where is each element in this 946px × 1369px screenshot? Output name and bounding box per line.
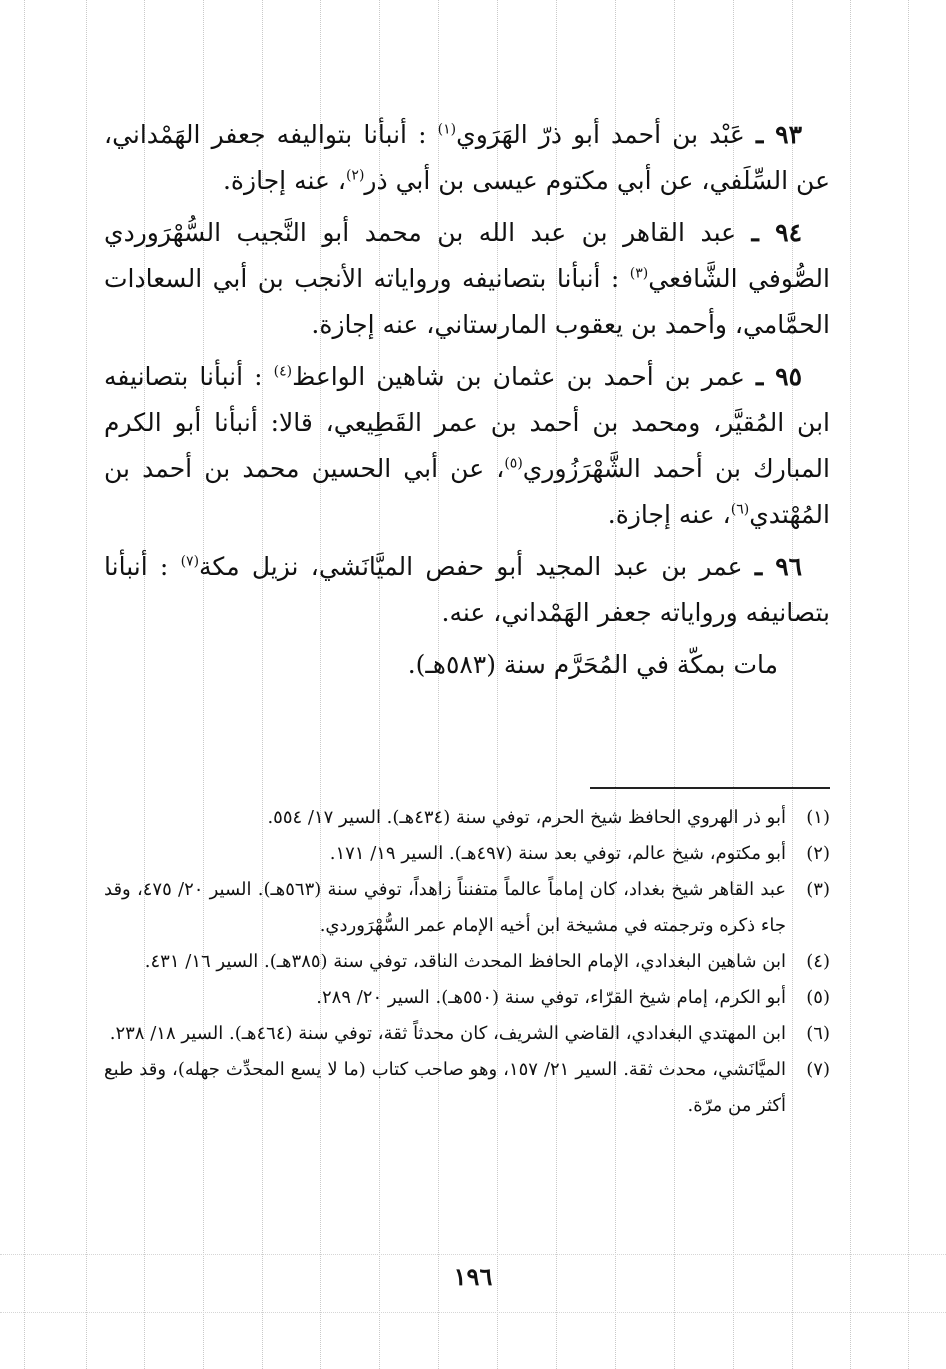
scan-grid-line	[850, 0, 851, 1369]
scan-grid-line	[0, 1254, 946, 1255]
scan-grid-line	[86, 0, 87, 1369]
footnote-2	[104, 836, 830, 872]
footnote-5	[104, 980, 830, 1016]
entry-text: عَبْد بن أحمد أبو ذرّ الهَرَوي	[456, 120, 745, 149]
footnote-1	[104, 800, 830, 836]
page-number: ١٩٦	[453, 1262, 493, 1291]
footnote-ref: (٤)	[273, 363, 293, 380]
scan-grid-line	[908, 0, 909, 1369]
entry-text: : أنبأنا بتصانيفه ابن المُقيَّر، ومحمد بن أحمد بن عمر القَطِيعي، قالا: أنبأنا أبو الكرم المبارك بن أحمد الشَّهْرَزُوري	[104, 362, 830, 483]
footnote-text: عبد القاهر شيخ بغداد، كان إماماً عالماً متفنناً زاهداً، توفي سنة (٥٦٣هـ). السير ٢٠/ ٤٧٥، وقد جاء ذكره وترجمته في مشيخة ابن أخيه الإمام عمر السُّهْرَوردي.	[104, 879, 786, 936]
entry-text: عمر بن أحمد بن عثمان بن شاهين الواعظ	[292, 362, 745, 391]
footnote-separator	[590, 787, 830, 789]
footnote-4	[104, 944, 830, 980]
footnote-number: (١)	[806, 807, 830, 828]
footnote-text: ابن شاهين البغدادي، الإمام الحافظ المحدث الناقد، توفي سنة (٣٨٥هـ). السير ١٦/ ٤٣١.	[144, 951, 786, 972]
entry-text: عبد القاهر بن عبد الله بن محمد أبو النَّجيب السُّهْرَوردي الصُّوفي الشَّافعي	[104, 218, 830, 293]
footnote-ref: (١)	[437, 121, 457, 138]
entry-96	[104, 544, 830, 636]
footnote-number: (٦)	[806, 1023, 830, 1044]
entry-number: ٩٥ ـ	[756, 362, 803, 391]
footnotes	[104, 800, 830, 1124]
footnote-6	[104, 1016, 830, 1052]
footnote-number: (٣)	[806, 879, 830, 900]
entry-93	[104, 112, 830, 204]
entry-text: : أنبأنا بتصانيفه ورواياته الأنجب بن أبي السعادات الحمَّامي، وأحمد بن يعقوب المارستاني، عنه إجازة.	[104, 264, 830, 339]
footnote-number: (٤)	[806, 951, 830, 972]
entry-number: ٩٣ ـ	[755, 120, 803, 149]
footnote-text: أبو مكتوم، شيخ عالم، توفي بعد سنة (٤٩٧هـ). السير ١٩/ ١٧١.	[329, 843, 786, 864]
scan-grid-line	[24, 0, 25, 1369]
death-line: مات بمكّة في المُحَرَّم سنة (٥٨٣هـ).	[407, 650, 778, 679]
footnote-ref: (٦)	[730, 501, 750, 518]
footnote-ref: (٣)	[629, 265, 649, 282]
main-text	[104, 112, 830, 688]
entry-text: ، عنه إجازة.	[222, 166, 346, 195]
footnote-ref: (٥)	[504, 455, 523, 472]
entry-text: : أنبأنا بتواليفه جعفر الهَمْداني، عن السِّلَفي، عن أبي مكتوم عيسى بن أبي ذر	[104, 120, 830, 195]
entry-number: ٩٤ ـ	[751, 218, 802, 247]
footnote-number: (٥)	[806, 987, 830, 1008]
entry-text: ، عنه إجازة.	[607, 500, 731, 529]
footnote-ref: (٧)	[180, 553, 200, 570]
footnote-ref: (٢)	[345, 167, 365, 184]
entry-text: : أنبأنا بتصانيفه ورواياته جعفر الهَمْداني، عنه.	[104, 552, 830, 627]
footnote-number: (٧)	[806, 1059, 830, 1080]
entry-95	[104, 354, 830, 538]
footnote-text: الميَّانَشي، محدث ثقة. السير ٢١/ ١٥٧، وهو صاحب كتاب (ما لا يسع المحدِّث جهله)، وقد طبع أكثر من مرّة.	[104, 1059, 786, 1116]
entry-94	[104, 210, 830, 348]
entry-number: ٩٦ ـ	[754, 552, 803, 581]
entry-text: عمر بن عبد المجيد أبو حفص الميَّانَشي، نزيل مكة	[199, 552, 743, 581]
footnote-text: أبو ذر الهروي الحافظ شيخ الحرم، توفي سنة (٤٣٤هـ). السير ١٧/ ٥٥٤.	[267, 807, 786, 828]
footnote-7	[104, 1052, 830, 1124]
footnote-3	[104, 872, 830, 944]
footnote-number: (٢)	[806, 843, 830, 864]
scan-grid-line	[0, 1312, 946, 1313]
footnote-text: ابن المهتدي البغدادي، القاضي الشريف، كان محدثاً ثقة، توفي سنة (٤٦٤هـ). السير ١٨/ ٢٣٨.	[109, 1023, 786, 1044]
entry-text: ، عن أبي الحسين محمد بن أحمد بن المُهْتدي	[104, 454, 830, 529]
footnote-text: أبو الكرم، إمام شيخ القرّاء، توفي سنة (٥٥٠هـ). السير ٢٠/ ٢٨٩.	[316, 987, 786, 1008]
